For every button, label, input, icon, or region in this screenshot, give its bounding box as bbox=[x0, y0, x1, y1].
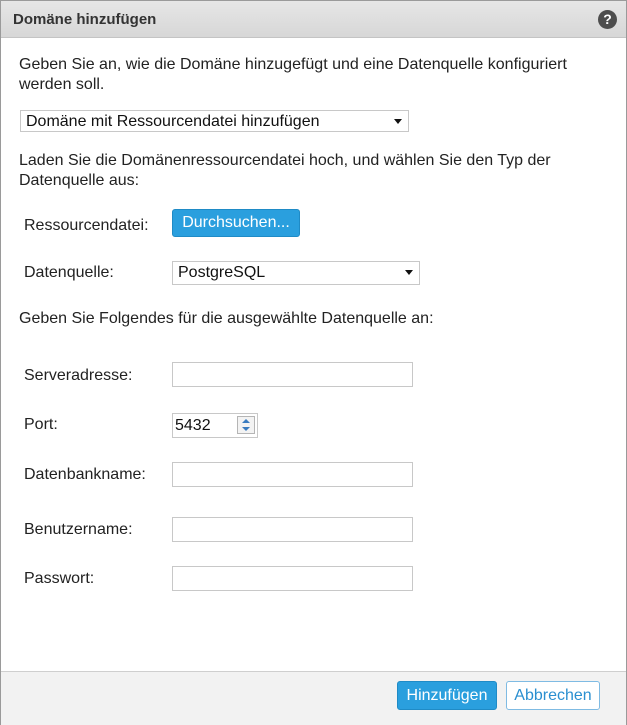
help-icon[interactable]: ? bbox=[598, 10, 617, 29]
upload-instruction-text: Laden Sie die Domänenressourcendatei hoch, und wählen Sie den Typ der Datenquelle aus: bbox=[19, 152, 551, 189]
chevron-down-icon bbox=[394, 119, 402, 124]
password-input[interactable] bbox=[172, 566, 413, 591]
port-stepper-buttons[interactable] bbox=[237, 416, 255, 434]
browse-button[interactable]: Durchsuchen... bbox=[172, 209, 300, 237]
cancel-button[interactable]: Abbrechen bbox=[506, 681, 600, 710]
spin-up-icon[interactable] bbox=[242, 419, 250, 423]
password-label: Passwort: bbox=[24, 570, 95, 587]
datasource-value: PostgreSQL bbox=[178, 264, 266, 281]
chevron-down-icon bbox=[405, 270, 413, 275]
add-method-value: Domäne mit Ressourcendatei hinzufügen bbox=[26, 113, 320, 130]
add-method-select[interactable] bbox=[20, 110, 409, 132]
server-address-input[interactable] bbox=[172, 362, 413, 387]
datasource-select[interactable] bbox=[172, 261, 420, 285]
spin-down-icon[interactable] bbox=[242, 427, 250, 431]
intro-text: Geben Sie an, wie die Domäne hinzugefügt und eine Datenquelle konfiguriert werden soll. bbox=[19, 56, 567, 93]
datasource-label: Datenquelle: bbox=[24, 264, 114, 281]
datasource-details-text: Geben Sie Folgendes für die ausgewählte Datenquelle an: bbox=[19, 310, 434, 327]
dialog-title: Domäne hinzufügen bbox=[13, 11, 157, 28]
server-address-label: Serveradresse: bbox=[24, 367, 133, 384]
port-stepper[interactable] bbox=[172, 413, 258, 438]
dialog-footer bbox=[1, 671, 626, 725]
database-name-input[interactable] bbox=[172, 462, 413, 487]
add-button[interactable]: Hinzufügen bbox=[397, 681, 497, 710]
username-label: Benutzername: bbox=[24, 521, 133, 538]
port-label: Port: bbox=[24, 416, 58, 433]
port-value: 5432 bbox=[175, 417, 211, 434]
resource-file-label: Ressourcendatei: bbox=[24, 217, 149, 234]
username-input[interactable] bbox=[172, 517, 413, 542]
dialog-titlebar bbox=[1, 1, 626, 38]
database-name-label: Datenbankname: bbox=[24, 466, 146, 483]
